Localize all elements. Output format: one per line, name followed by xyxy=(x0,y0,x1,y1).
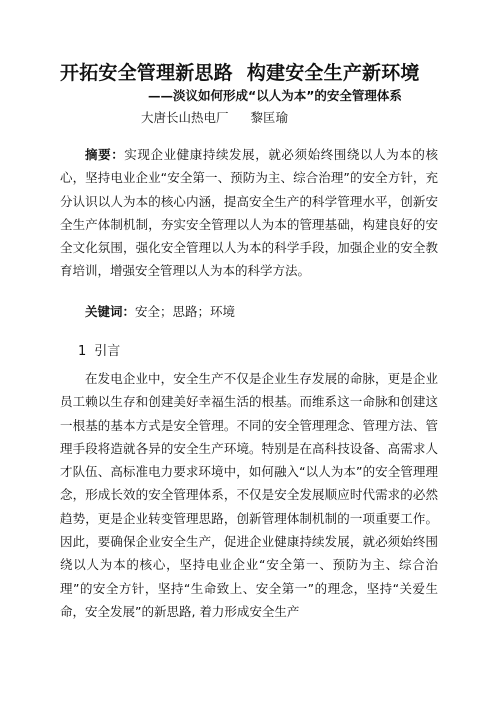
byline xyxy=(141,108,288,126)
abstract-label: 摘要： xyxy=(85,147,125,162)
keywords-text: 安全；思路；环境 xyxy=(135,304,236,319)
section-number: 1 xyxy=(78,344,87,359)
abstract-paragraph xyxy=(60,143,438,283)
paper-title xyxy=(60,58,450,85)
keywords-label: 关键词： xyxy=(85,304,136,319)
author-affiliation: 大唐长山热电厂 xyxy=(141,110,229,125)
paper-subtitle: ——淡议如何形成“以人为本”的安全管理体系 xyxy=(148,88,402,103)
title-part-2: 构建安全生产新环境 xyxy=(246,62,420,84)
keywords-paragraph xyxy=(60,300,438,323)
author-name: 黎匡瑜 xyxy=(250,110,289,125)
body-paragraph: 在发电企业中，安全生产不仅是企业生存发展的命脉，更是企业员工赖以生存和创建美好幸福生活的根基。而维系这一命脉和创建这一根基的基本方式是安全管理。不同的安全管理理念、管理方法、管理手段将造就各异的安全生产环境。特别是在高科技设备、高需求人才队伍、高标准电力要求环境中，如何融入“以人为本”的安全管理理念，形成长效的安全管理体系，不仅是安全发展顺应时代需求的必然趋势，更是企业转变管理思路，创新管理体制机制的一项重要工作。因此，要确保企业安全生产，促进企业健康持续发展，就必须始终围绕以人为本的核心，坚持电业企业“安全第一、预防为主、综合治理”的安全方针，坚持“生命致上、安全第一”的理念，坚持“关爱生命，安全发展”的新思路, 着力形成安全生产 xyxy=(60,371,438,619)
section-heading xyxy=(78,340,120,359)
abstract-text: 实现企业健康持续发展，就必须始终围绕以人为本的核心，坚持电业企业“安全第一、预防为主、综合治理”的安全方针，充分认识以人为本的核心内涵，提高安全生产的科学管理水平，创新安全生产体制机制，夯实安全管理以人为本的管理基础，构建良好的安全文化氛围，强化安全管理以人为本的科学手段，加强企业的安全教育培训，增强安全管理以人为本的科学方法。 xyxy=(60,147,438,279)
title-part-1: 开拓安全管理新思路 xyxy=(60,62,233,84)
section-title: 引言 xyxy=(94,344,121,359)
